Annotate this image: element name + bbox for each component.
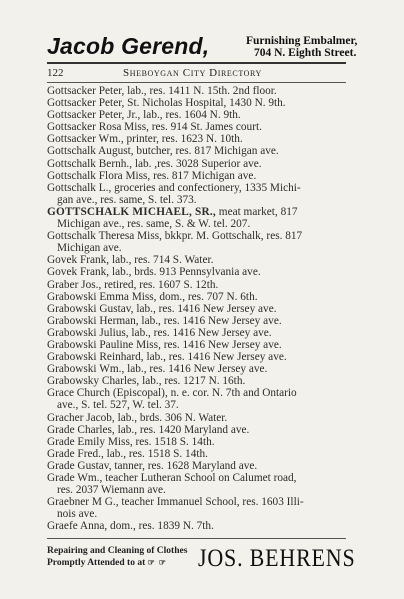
directory-entry [47,303,347,315]
footer-ad-line-1: Repairing and Cleaning of Clothes [47,546,188,556]
directory-entry [47,351,347,363]
footer-ad-line-2 [47,558,167,568]
entry-text: Gottschalk Bernh., lab. ,res. 3028 Superior ave. [47,157,262,170]
entry-text: Gracher Jacob, lab., brds. 306 N. Water. [47,411,228,424]
entry-text: Grade Emily Miss, res. 1518 S. 14th. [47,435,215,448]
entry-text: Gottschalk Theresa Miss, bkkpr. M. Gottschalk, res. 817 [47,230,303,243]
entry-text: meat market, 817 [215,205,298,218]
entry-text: Grabowski Pauline Miss, res. 1416 New Jersey ave. [47,338,282,351]
entry-continuation: Michigan ave., res. same, S. & W. tel. 207. [57,218,251,231]
entry-text: Gottschalk August, butcher, res. 817 Michigan ave. [47,145,279,158]
advertiser-trade: Furnishing Embalmer, [246,35,358,47]
entry-name-bold: GOTTSCHALK MICHAEL, SR., [47,205,216,218]
directory-entry [47,182,347,206]
directory-entry [47,412,347,424]
entry-text: Govek Frank, lab., res. 714 S. Water. [47,254,214,267]
page-number: 122 [47,67,64,79]
directory-entry [47,145,347,157]
entry-text: Grabowski Julius, lab., res. 1416 New Jersey ave. [47,326,272,339]
footer-advertisement [47,542,356,572]
entry-text: Grade Gustav, tanner, res. 1628 Maryland ave. [47,459,258,472]
entry-text: Grabowsky Charles, lab., res. 1217 N. 16th. [47,375,246,388]
entry-continuation: Michigan ave. [57,242,122,255]
running-header [47,67,345,81]
directory-entry [47,448,347,460]
title-rule [47,82,346,83]
footer-ad-brand: JOS. BEHRENS [198,543,356,572]
entry-text: Grade Charles, lab., res. 1420 Maryland ave. [47,423,250,436]
entry-continuation: gan ave., res. same, S. tel. 373. [57,193,197,206]
entry-text: Gottsacker Peter, St. Nicholas Hospital, 1430 N. 9th. [47,97,286,110]
entry-text: Grade Fred., lab., res. 1518 S. 14th. [47,447,208,460]
directory-entry [47,315,347,327]
directory-entry [47,97,347,109]
entry-text: Grabowski Reinhard, lab., res. 1416 New Jersey ave. [47,351,287,364]
footer-ad-line-2-text: Promptly Attended to at [47,558,146,568]
directory-entry [47,375,347,387]
header-advertisement [47,33,358,63]
directory-entry [47,133,347,145]
entry-text: Gottschalk L., groceries and confectionery, 1335 Michi- [47,181,301,194]
directory-entry [47,327,347,339]
entry-text: Graber Jos., retired, res. 1607 S. 12th. [47,278,219,291]
entry-continuation: nois ave. [57,508,98,521]
entry-continuation: res. 2037 Wiemann ave. [57,484,166,497]
advertiser-address: 704 N. Eighth Street. [254,47,357,59]
directory-entry [47,158,347,170]
entry-text: Gottsacker Peter, Jr., lab., res. 1604 N. 9th. [47,109,241,122]
directory-entry [47,121,347,133]
directory-entry [47,109,347,121]
entry-text: Grabowski Gustav, lab., res. 1416 New Jersey ave. [47,302,277,315]
entry-text: Grabowski Emma Miss, dom., res. 707 N. 6th. [47,290,258,303]
entry-text: Grade Wm., teacher Lutheran School on Calumet road, [47,472,297,484]
entry-text: Graebner M G., teacher Immanuel School, res. 1603 Illi- [47,496,304,509]
entry-text: Graefe Anna, dom., res. 1839 N. 7th. [47,520,214,533]
directory-entry [47,206,347,230]
directory-entry [47,472,347,496]
entry-text: Gottsacker Rosa Miss, res. 914 St. James court. [47,121,262,134]
directory-entry [47,230,347,254]
directory-entry [47,520,347,532]
directory-entry [47,496,347,520]
directory-entry [47,170,347,182]
directory-entry [47,254,347,266]
entry-text: Gottschalk Flora Miss, res. 817 Michigan ave. [47,169,257,182]
footer-rule [47,538,346,539]
entry-text: Grabowski Herman, lab., res. 1416 New Jersey ave. [47,314,282,327]
advertiser-name: Jacob Gerend, [47,33,210,59]
directory-entry [47,339,347,351]
directory-entry [47,266,347,278]
directory-entry [47,363,347,375]
directory-entry [47,460,347,472]
directory-entry [47,424,347,436]
entry-text: Gottsacker Peter, lab., res. 1411 N. 15th. 2nd floor. [47,85,277,97]
entry-text: Grabowski Wm., lab., res. 1416 New Jersey ave. [47,363,268,376]
header-rule [47,62,346,64]
entry-text: Gottsacker Wm., printer, res. 1623 N. 10th. [47,133,243,146]
directory-entry [47,436,347,448]
directory-listing [47,85,347,532]
directory-entry [47,279,347,291]
pointing-hand-icon: ☞ ☞ [147,558,167,567]
directory-entry [47,85,347,97]
directory-entry [47,387,347,411]
entry-text: Govek Frank, lab., brds. 913 Pennsylvania ave. [47,266,261,279]
directory-entry [47,291,347,303]
entry-text: Grace Church (Episcopal), n. e. cor. N. 7th and Ontario [47,387,297,400]
entry-continuation: ave., S. tel. 527, W. tel. 37. [57,399,179,412]
page-title: Sheboygan City Directory [123,67,262,79]
